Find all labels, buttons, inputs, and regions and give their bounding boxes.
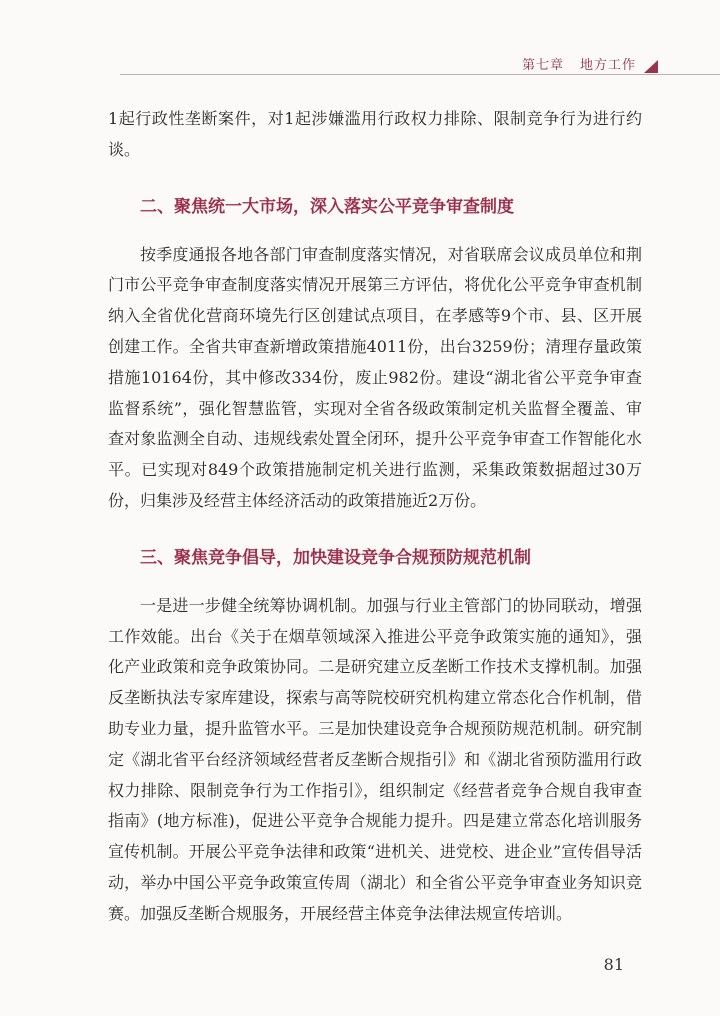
chapter-title: 地方工作 (579, 58, 636, 73)
section-heading-2: 二、聚焦统一大市场，深入落实公平竞争审查制度 (140, 196, 514, 217)
paragraph-continued: 1起行政性垄断案件，对1起涉嫌滥用行政权力排除、限制竞争行为进行约谈。 (108, 109, 642, 159)
page-number: 81 (603, 955, 624, 974)
chapter-header (522, 54, 636, 73)
corner-triangle-icon (644, 60, 658, 73)
running-header (0, 0, 720, 82)
page-body (108, 104, 642, 930)
section-heading-3: 三、聚焦竞争倡导，加快建设竞争合规预防规范机制 (140, 547, 531, 568)
chapter-number: 第七章 (521, 58, 564, 73)
paragraph-section-3: 一是进一步健全统筹协调机制。加强与行业主管部门的协同联动，增强工作效能。出台《关于在烟草领域深入推进公平竞争政策实施的通知》，强化产业政策和竞争政策协同。二是研究建立反垄断工作技术支撑机制。加强反垄断执法专家库建设，探索与高等院校研究机构建立常态化合作机制，借助专业力量，提升监管水平。三是加快建设竞争合规预防规范机制。研究制定《湖北省平台经济领域经营者反垄断合规指引》和《湖北省预防滥用行政权力排除、限制竞争行为工作指引》，组织制定《经营者竞争合规自我审查指南》(地方标准)，促进公平竞争合规能力提升。四是建立常态化培训服务宣传机制。开展公平竞争法律和政策“进机关、进党校、进企业”宣传倡导活动，举办中国公平竞争政策宣传周（湖北）和全省公平竞争审查业务知识竞赛。加强反垄断合规服务，开展经营主体竞争法律法规宣传培训。 (108, 595, 642, 923)
paragraph-section-2: 按季度通报各地各部门审查制度落实情况，对省联席会议成员单位和荆门市公平竞争审查制度落实情况开展第三方评估，将优化公平竞争审查机制纳入全省优化营商环境先行区创建试点项目，在孝感等9个市、县、区开展创建工作。全省共审查新增政策措施4011份，出台3259份；清理存量政策措施10164份，其中修改334份，废止982份。建设“湖北省公平竞争审查监督系统”，强化智慧监管，实现对全省各级政策制定机关监督全覆盖、审查对象监测全自动、违规线索处置全闭环，提升公平竞争审查工作智能化水平。已实现对849个政策措施制定机关进行监测，采集政策数据超过30万份，归集涉及经营主体经济活动的政策措施近2万份。 (108, 244, 642, 510)
header-rule (120, 74, 720, 75)
